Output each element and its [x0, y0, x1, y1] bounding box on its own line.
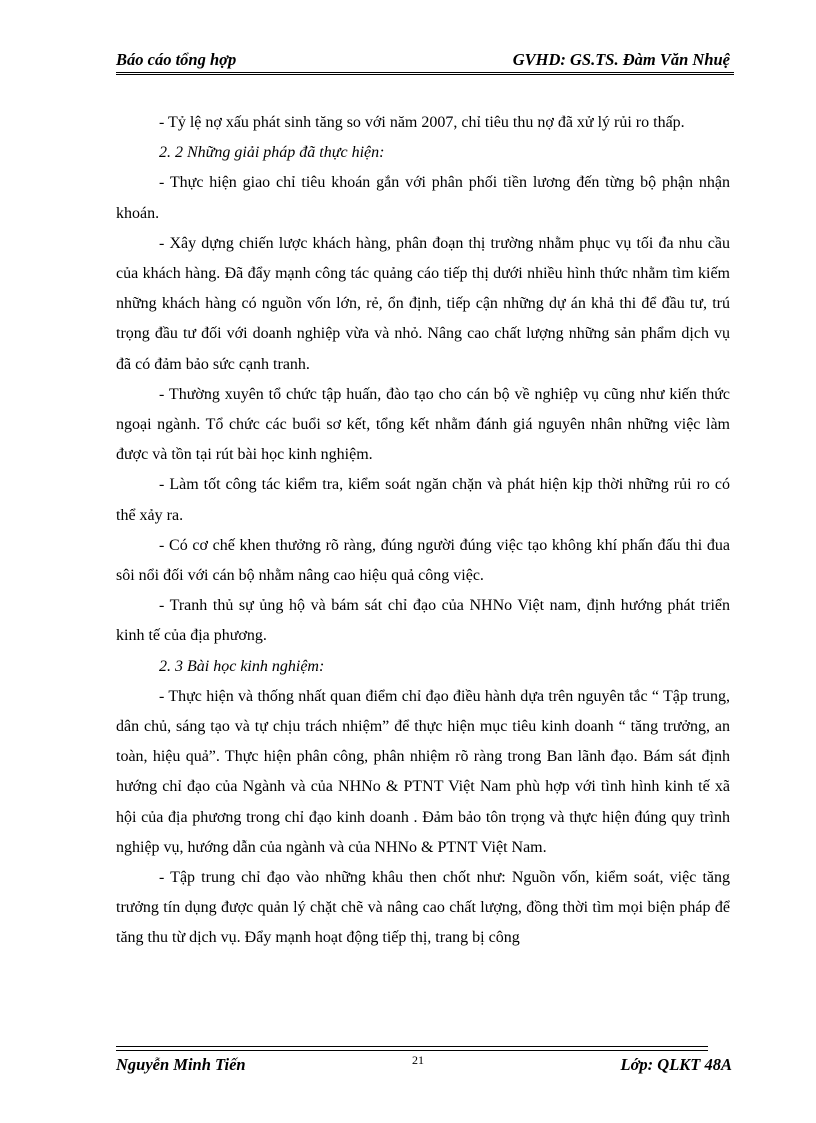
body-paragraph: - Thực hiện giao chỉ tiêu khoán gắn với phân phối tiền lương đến từng bộ phận nhận khoán.	[116, 174, 730, 222]
header-divider	[116, 74, 734, 75]
body-paragraph: - Xây dựng chiến lược khách hàng, phân đoạn thị trường nhằm phục vụ tối đa nhu cầu của khách hàng. Đã đẩy mạnh công tác quảng cáo tiếp thị dưới nhiều hình thức nhằm tìm kiếm những khách hàng có nguồn vốn lớn, rẻ, ổn định, tiếp cận những dự án khả thi để đầu tư, trú trọng đầu tư đối với doanh nghiệp vừa và nhỏ. Nâng cao chất lượng những sản phẩm dịch vụ đã có đảm bảo sức cạnh tranh.	[116, 234, 730, 373]
body-paragraph: - Tranh thủ sự ủng hộ và bám sát chỉ đạo của NHNo Việt nam, định hướng phát triển kinh tế của địa phương.	[116, 597, 730, 645]
header-report-title: Báo cáo tổng hợp	[116, 50, 237, 69]
body-paragraph: - Làm tốt công tác kiểm tra, kiểm soát ngăn chặn và phát hiện kịp thời những rủi ro có thể xảy ra.	[116, 476, 730, 524]
footer-author: Nguyễn Minh Tiến	[116, 1055, 246, 1074]
section-heading: 2. 3 Bài học kinh nghiệm:	[159, 657, 325, 675]
footer-class: Lớp: QLKT 48A	[620, 1055, 732, 1074]
page-number: 21	[412, 1053, 424, 1067]
body-paragraph: - Thường xuyên tổ chức tập huấn, đào tạo cho cán bộ về nghiệp vụ cũng như kiến thức ngoại ngành. Tổ chức các buổi sơ kết, tổng kết nhằm đánh giá nguyên nhân những việc làm được và tồn tại rút bài học kinh nghiệm.	[116, 385, 730, 464]
footer-divider-bottom	[116, 1050, 708, 1051]
footer-divider-top	[116, 1046, 708, 1047]
header-supervisor: GVHD: GS.TS. Đàm Văn Nhuệ	[512, 50, 730, 69]
body-paragraph: - Tập trung chỉ đạo vào những khâu then chốt như: Nguồn vốn, kiểm soát, việc tăng trưởng tín dụng được quản lý chặt chẽ và nâng cao chất lượng, đồng thời tìm mọi biện pháp để tăng thu từ dịch vụ. Đẩy mạnh hoạt động tiếp thị, trang bị công	[116, 869, 730, 947]
document-body	[116, 108, 730, 954]
page-header	[116, 48, 734, 73]
body-paragraph: - Tỷ lệ nợ xấu phát sinh tăng so với năm 2007, chỉ tiêu thu nợ đã xử lý rủi ro thấp.	[159, 114, 685, 131]
body-paragraph: - Có cơ chế khen thưởng rõ ràng, đúng người đúng việc tạo không khí phấn đấu thi đua sôi nổi đối với cán bộ nhằm nâng cao hiệu quả công việc.	[116, 536, 730, 585]
body-paragraph: - Thực hiện và thống nhất quan điểm chỉ đạo điều hành dựa trên nguyên tắc “ Tập trung, dân chủ, sáng tạo và tự chịu trách nhiệm” để thực hiện mục tiêu kinh doanh “ tăng trưởng, an toàn, hiệu quả”. Thực hiện phân công, phân nhiệm rõ ràng trong Ban lãnh đạo. Bám sát định hướng chỉ đạo của Ngành và của NHNo & PTNT Việt Nam phù hợp với tình hình kinh tế xã hội của địa phương trong chỉ đạo kinh doanh . Đảm bảo tôn trọng và thực hiện đúng quy trình nghiệp vụ, hướng dẫn của ngành và của NHNo & PTNT Việt Nam.	[116, 687, 730, 856]
section-heading: 2. 2 Những giải pháp đã thực hiện:	[159, 144, 385, 162]
